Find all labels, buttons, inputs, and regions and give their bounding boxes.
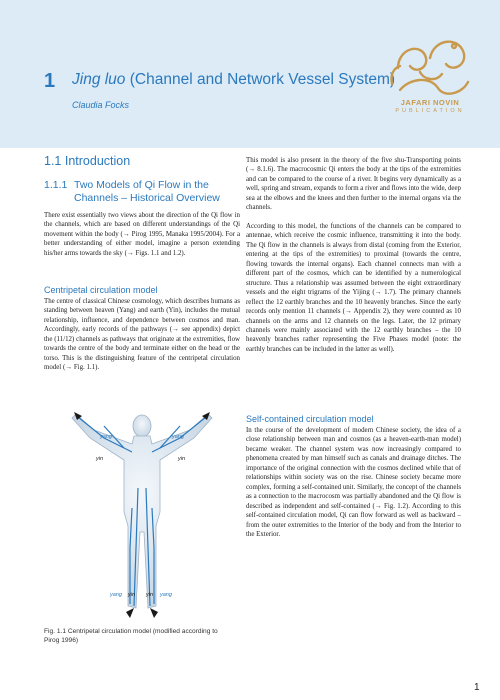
human-figure	[72, 414, 212, 608]
chapter-author: Claudia Focks	[72, 100, 130, 110]
right-paragraph-2: According to this model, the functions of the channels can be compared to antennae, which receive the cosmic influence, transmitting it into the body. The Qi flow in the channels is always from distal (coming from the Exterior, entering at the tips of the extremities) to proximal (towards the centre, flowing towards the internal organs). Each channel connects man with a different part of the cosmos, which can be identified by a numerological structure. Thus a relationship was assumed between the eight extraordinary vessels and the eight trigrams of the Yijing (→ 1.7). The primary channels reflect the 12 earthly branches and the 10 heavenly branches. Since the early records only mention 11 channels (→ Appendix 2), they were counted as 10 channels on the arms and 12 channels on the legs. Later, the 12 primary channels were mainly associated with the 12 earthly branches – the 10 heavenly branches rather representing the Five Phases model (note: the earthly branches can be included in the latter as well).	[246, 223, 461, 353]
chapter-title-rest: (Channel and Network Vessel System)	[125, 71, 396, 88]
subsection-title-line2: Channels – Historical Overview	[74, 192, 220, 204]
right-paragraph-1: This model is also present in the theory of the five shu-Transporting points (→ 8.1.6). The macrocosmic Qi enters the body at the tips of the extremities and can be compared to the course of a river. It begins very dynamically as a well, spring and stream, expands to form a river and flows into the wide, deep sea at the elbows and the knees and then further to the internal organs via the channels.	[246, 157, 461, 212]
selfcontained-heading: Self-contained circulation model	[246, 414, 374, 424]
subsection-number: 1.1.1	[44, 179, 68, 191]
subsection-heading	[44, 179, 244, 205]
figure-label-yang-left-arm: yang	[100, 434, 112, 440]
figure-label-yin-right-arm: yin	[178, 456, 186, 462]
page-number: 1	[474, 682, 480, 693]
figure-label-yang-right-leg: yang	[160, 592, 172, 598]
figure-1-1	[44, 408, 240, 620]
publisher-logo-subtext: PUBLICATION	[395, 108, 465, 114]
subsection-title-line1: Two Models of Qi Flow in the	[74, 179, 209, 191]
figure-caption: Fig. 1.1 Centripetal circulation model (modified according to Pirog 1996)	[44, 628, 218, 644]
figure-label-yang-right-arm: yang	[172, 434, 184, 440]
centripetal-paragraph: The centre of classical Chinese cosmology, which describes humans as standing between heaven (Yang) and earth (Yin), includes the mutual relationship, influence, and dependence between cosmos and man. Accordingly, early records of the pathways (→ see appendix) depict the (11/12) channels as pathways that originate at the extremities, flow towards the centre of the body and terminate either on the head or the torso. This is the distinguishing feature of the centripetal circulation model (→ Fig. 1.1).	[44, 298, 240, 372]
figure-label-yang-left-leg: yang	[110, 592, 122, 598]
selfcontained-paragraph: In the course of the development of modern Chinese society, the idea of a close relationship between man and cosmos (as a heaven-earth-man model) became weaker. The channel system was now increasingly compared to phenomena created by man himself such as canals and drainage ditches. The importance of the original connection with the cosmos declined while that of relationships within society was on the rise. Chinese society became more complex, forming a self-contained unit. Similarly, the concept of the channels as a connection to the macrocosm was partially abandoned and the Qi flow is described as independent and self-contained (→ Fig. 1.2). According to this self-contained circulation model, Qi can flow forward as well as backward – from the outer extremities to the Interior of the body and from the Interior to the Exterior.	[246, 427, 461, 538]
chapter-title	[72, 71, 395, 89]
publisher-logo-text: JAFARI NOVIN	[400, 98, 460, 107]
centripetal-body-diagram	[44, 408, 240, 620]
figure-label-yin-left-leg: yin	[128, 592, 136, 598]
section-heading: 1.1 Introduction	[44, 154, 131, 168]
intro-paragraph: There exist essentially two views about the direction of the Qi flow in the channels, which are based on different understandings of the Qi movement within the body (→ Pirog 1995, Manaka 1995/2004). For a better understanding of either model, imagine a person extending his/her arms towards the sky (→ Figs. 1.1 and 1.2).	[44, 212, 240, 257]
chapter-title-italic: Jing luo	[72, 71, 126, 88]
figure-label-yin-left-arm: yin	[96, 456, 104, 462]
figure-label-yin-right-leg: yin	[146, 592, 154, 598]
chapter-number: 1	[44, 70, 56, 92]
centripetal-heading: Centripetal circulation model	[44, 285, 158, 295]
